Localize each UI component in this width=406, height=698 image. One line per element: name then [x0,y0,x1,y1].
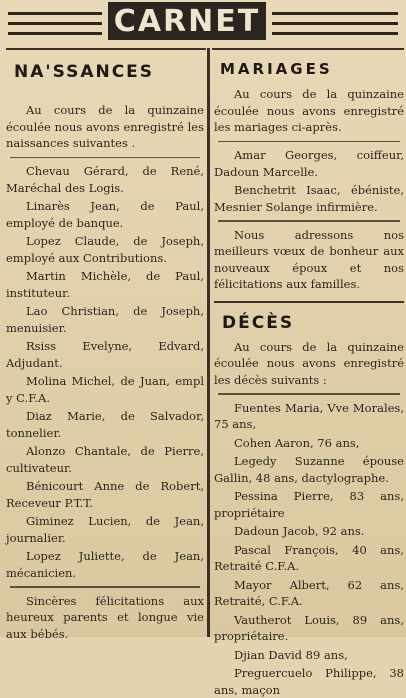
list-item [6,198,204,231]
mariages-closing: Nous adressons nos meilleurs vœux de bonheur aux nouveaux époux et nos félicitations aux familles. [214,227,404,293]
entry-text: Bénicourt Anne de Robert, Receveur P.T.T. [6,478,204,511]
list-item [214,612,404,645]
naissances-closing-separator [10,586,200,588]
list-item [214,577,404,610]
naissances-list [6,163,204,581]
list-item [6,548,204,581]
entry-text: Djian David 89 ans, [214,647,404,664]
entry-text: Legedy Suzanne épouse Gallin, 48 ans, dactylographe. [214,453,404,486]
entry-text: Chevau Gérard, de René, Maréchal des Logis. [6,163,204,196]
list-item [6,268,204,301]
entry-text: Alonzo Chantale, de Pierre, cultivateur. [6,443,204,476]
naissances-column [6,52,204,632]
mariages-title: MARIAGES [220,60,404,78]
list-item [6,338,204,371]
deces-title: DÉCÈS [222,313,404,333]
page-title: CARNET [108,2,266,40]
entry-text: Pascal François, 40 ans, Retraité C.F.A. [214,542,404,575]
list-item [6,233,204,266]
entry-text: Diaz Marie, de Salvador, tonnelier. [6,408,204,441]
entry-text: Mayor Albert, 62 ans, Retraité, C.F.A. [214,577,404,610]
section-rule [214,301,404,303]
entry-text: Molina Michel, de Juan, empl y C.F.A. [6,373,204,406]
naissances-closing: Sincères félicitations aux heureux parents et longue vie aux bébés. [6,593,204,643]
entry-text: Vautherot Louis, 89 ans, propriétaire. [214,612,404,645]
entry-text: Amar Georges, coiffeur, Dadoun Marcelle. [214,147,404,180]
header-rule-right-1 [272,12,398,15]
entry-text: Preguercuelo Philippe, 38 ans, maçon [214,665,404,698]
entry-text: Giminez Lucien, de Jean, journalier. [6,513,204,546]
list-item [6,513,204,546]
list-item [6,303,204,336]
deces-intro: Au cours de la quinzaine écoulée nous avons enregistré les décès suivants : [214,339,404,389]
list-item [214,665,404,698]
right-column [214,52,404,632]
header-rule-left-2 [8,22,102,25]
entry-text: Martin Michèle, de Paul, instituteur. [6,268,204,301]
entry-text: Rsiss Evelyne, Edvard, Adjudant. [6,338,204,371]
entry-text: Pessina Pierre, 83 ans, propriétaire [214,488,404,521]
mariages-intro: Au cours de la quinzaine écoulée nous avons enregistré les mariages ci-après. [214,86,404,136]
entry-text: Linarès Jean, de Paul, employé de banque. [6,198,204,231]
list-item [214,435,404,452]
list-item [6,408,204,441]
list-item [214,647,404,664]
list-item [214,523,404,540]
header-rule-left-3 [8,32,102,35]
header-rule-right-2 [272,22,398,25]
list-item [214,453,404,486]
deces-separator [218,393,400,395]
entry-text: Lopez Claude, de Joseph, employé aux Contributions. [6,233,204,266]
header-rule-left-1 [8,12,102,15]
entry-text: Lao Christian, de Joseph, menuisier. [6,303,204,336]
list-item [6,163,204,196]
list-item [6,373,204,406]
list-item [214,182,404,215]
entry-text: Cohen Aaron, 76 ans, [214,435,404,452]
entry-text: Dadoun Jacob, 92 ans. [214,523,404,540]
list-item [214,542,404,575]
entry-text: Benchetrit Isaac, ébéniste, Mesnier Solange infirmière. [214,182,404,215]
list-item [214,400,404,433]
entry-text: Fuentes Maria, Vve Morales, 75 ans, [214,400,404,433]
list-item [214,488,404,521]
frame-line-left [6,48,206,50]
list-item [6,478,204,511]
list-item [214,147,404,180]
column-divider [207,48,210,637]
list-item [6,443,204,476]
frame-line-right [212,48,404,50]
mariages-separator [218,141,400,143]
carnet-header [0,0,406,44]
header-rule-right-3 [272,32,398,35]
naissances-separator [10,157,200,159]
mariages-list [214,147,404,215]
mariages-closing-separator [218,220,400,222]
entry-text: Lopez Juliette, de Jean, mécanicien. [6,548,204,581]
deces-list [214,400,404,698]
naissances-title: NA'SSANCES [14,62,204,82]
naissances-intro: Au cours de la quinzaine écoulée nous avons enregistré les naissances suivantes . [6,102,204,152]
